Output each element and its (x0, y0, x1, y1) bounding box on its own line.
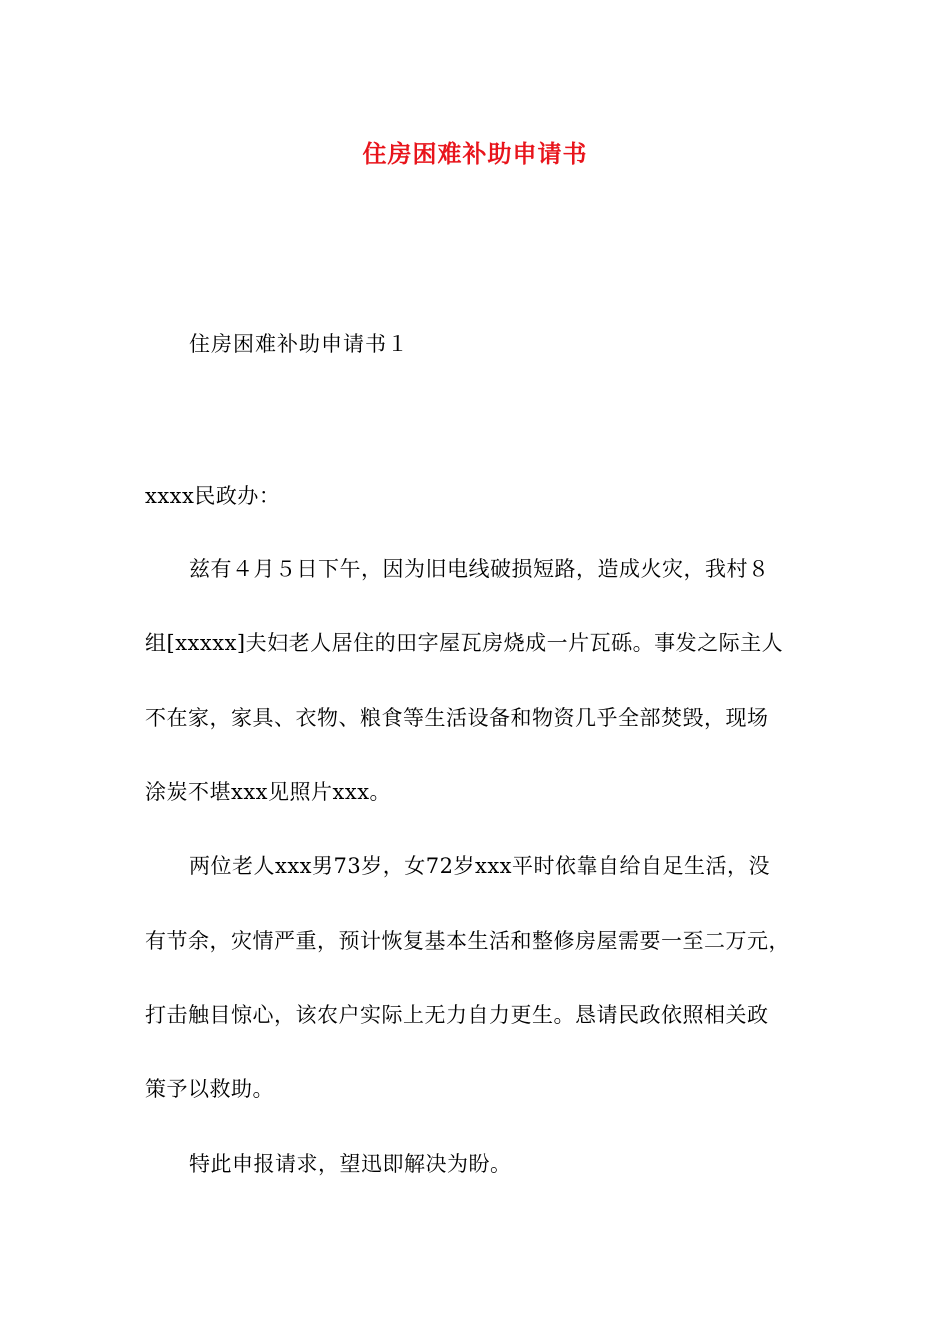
paragraph-2-line-4: 策予以救助。 (145, 1077, 274, 1101)
salutation: xxxx民政办： (145, 484, 281, 508)
paragraph-1-line-1: 兹有４月５日下午，因为旧电线破损短路，造成火灾，我村８ (189, 557, 770, 581)
document-title: 住房困难补助申请书 (362, 139, 588, 168)
paragraph-1-line-3: 不在家，家具、衣物、粮食等生活设备和物资几乎全部焚毁，现场 (145, 706, 769, 730)
paragraph-1-line-2: 组[xxxxx]夫妇老人居住的田字屋瓦房烧成一片瓦砾。事发之际主人 (145, 631, 784, 655)
paragraph-2-line-2: 有节余，灾情严重，预计恢复基本生活和整修房屋需要一至二万元， (145, 929, 790, 953)
paragraph-1-line-4: 涂炭不堪xxx见照片xxx。 (145, 780, 392, 804)
document-subtitle: 住房困难补助申请书１ (189, 332, 409, 356)
paragraph-2-line-1: 两位老人xxx男73岁，女72岁xxx平时依靠自给自足生活，没 (189, 854, 771, 878)
paragraph-2-line-3: 打击触目惊心，该农户实际上无力自力更生。恳请民政依照相关政 (145, 1003, 769, 1027)
closing-line: 特此申报请求，望迅即解决为盼。 (189, 1152, 512, 1176)
